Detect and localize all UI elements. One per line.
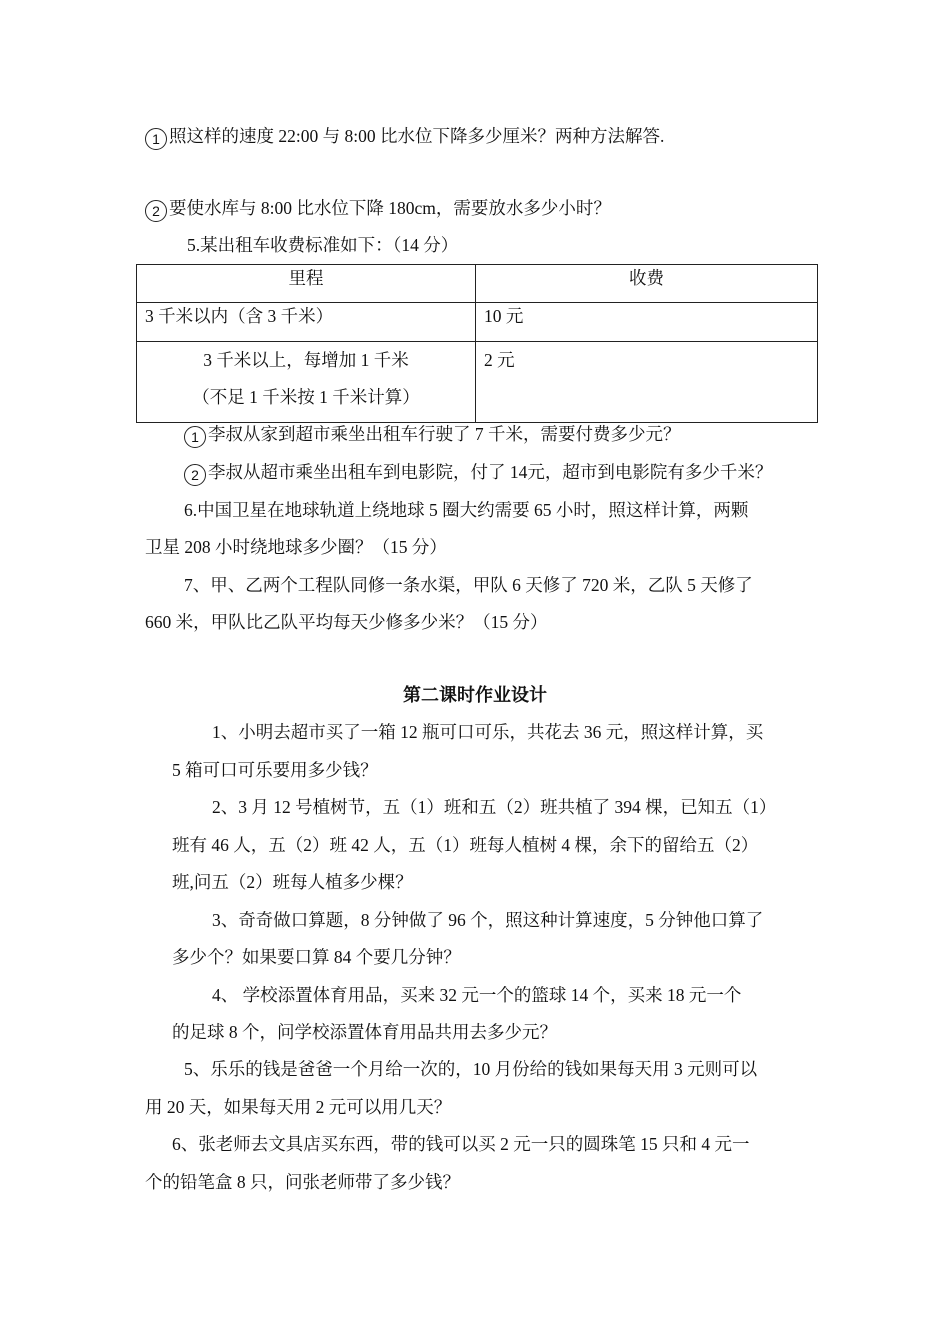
p2-line3: 班,问五（2）班每人植多少棵？ xyxy=(172,872,413,892)
circled-number-2: 2 xyxy=(145,200,167,222)
p2-line1: 2、3 月 12 号植树节，五（1）班和五（2）班共植了 394 棵，已知五（1） xyxy=(212,797,777,817)
p6-line2: 个的铅笔盒 8 只，问张老师带了多少钱？ xyxy=(145,1172,460,1192)
circled-number-1: 1 xyxy=(184,426,206,448)
p5-line1: 5、乐乐的钱是爸爸一个月给一次的，10 月份给的钱如果每天用 3 元则可以 xyxy=(184,1059,758,1079)
table-row xyxy=(137,342,818,423)
header-distance: 里程 xyxy=(137,265,476,303)
q4-part2 xyxy=(145,196,611,222)
row1-distance: 3 千米以内（含 3 千米） xyxy=(137,303,476,342)
q5-part2 xyxy=(184,460,772,486)
circled-number-2: 2 xyxy=(184,464,206,486)
circled-number-1: 1 xyxy=(145,128,167,150)
q4-part1 xyxy=(145,124,664,150)
q5-part2-text: 李叔从超市乘坐出租车到电影院，付了 14元，超市到电影院有多少千米？ xyxy=(208,462,773,482)
q5-title: 5.某出租车收费标准如下：（14 分） xyxy=(187,235,459,255)
header-fee: 收费 xyxy=(476,265,818,303)
p3-line1: 3、奇奇做口算题，8 分钟做了 96 个，照这种计算速度，5 分钟他口算了 xyxy=(212,910,764,930)
q5-part1 xyxy=(184,422,681,448)
row2-distance-line1: 3 千米以上，每增加 1 千米 xyxy=(203,350,409,370)
q6-line2: 卫星 208 小时绕地球多少圈？（15 分） xyxy=(145,537,447,557)
q6-line1: 6.中国卫星在地球轨道上绕地球 5 圈大约需要 65 小时，照这样计算，两颗 xyxy=(184,500,749,520)
row1-fee: 10 元 xyxy=(476,303,818,342)
fare-table xyxy=(136,264,818,423)
row2-distance-line2: （不足 1 千米按 1 千米计算） xyxy=(192,387,420,407)
q7-line2: 660 米，甲队比乙队平均每天少修多少米？（15 分） xyxy=(145,612,548,632)
p5-line2: 用 20 天，如果每天用 2 元可以用几天？ xyxy=(145,1097,452,1117)
p4-line1: 4、 学校添置体育用品，买来 32 元一个的篮球 14 个，买来 18 元一个 xyxy=(212,985,742,1005)
row2-distance xyxy=(137,342,476,423)
p1-line2: 5 箱可口可乐要用多少钱？ xyxy=(172,760,378,780)
row2-fee: 2 元 xyxy=(476,342,818,423)
q7-line1: 7、甲、乙两个工程队同修一条水渠，甲队 6 天修了 720 米，乙队 5 天修了 xyxy=(184,575,753,595)
p1-line1: 1、小明去超市买了一箱 12 瓶可口可乐，共花去 36 元，照这样计算，买 xyxy=(212,722,764,742)
table-row xyxy=(137,303,818,342)
p3-line2: 多少个？如果要口算 84 个要几分钟？ xyxy=(172,947,461,967)
fare-table-header-row xyxy=(137,265,818,303)
p4-line2: 的足球 8 个，问学校添置体育用品共用去多少元？ xyxy=(172,1022,557,1042)
q4-part1-text: 照这样的速度 22:00 与 8:00 比水位下降多少厘米？两种方法解答. xyxy=(169,126,665,146)
p2-line2: 班有 46 人，五（2）班 42 人，五（1）班每人植树 4 棵，余下的留给五（2） xyxy=(172,835,759,855)
q4-part2-text: 要使水库与 8:00 比水位下降 180cm，需要放水多少小时？ xyxy=(169,198,611,218)
section-heading: 第二课时作业设计 xyxy=(403,685,547,705)
q5-part1-text: 李叔从家到超市乘坐出租车行驶了 7 千米，需要付费多少元？ xyxy=(208,424,681,444)
p6-line1: 6、张老师去文具店买东西，带的钱可以买 2 元一只的圆珠笔 15 只和 4 元一 xyxy=(172,1134,750,1154)
